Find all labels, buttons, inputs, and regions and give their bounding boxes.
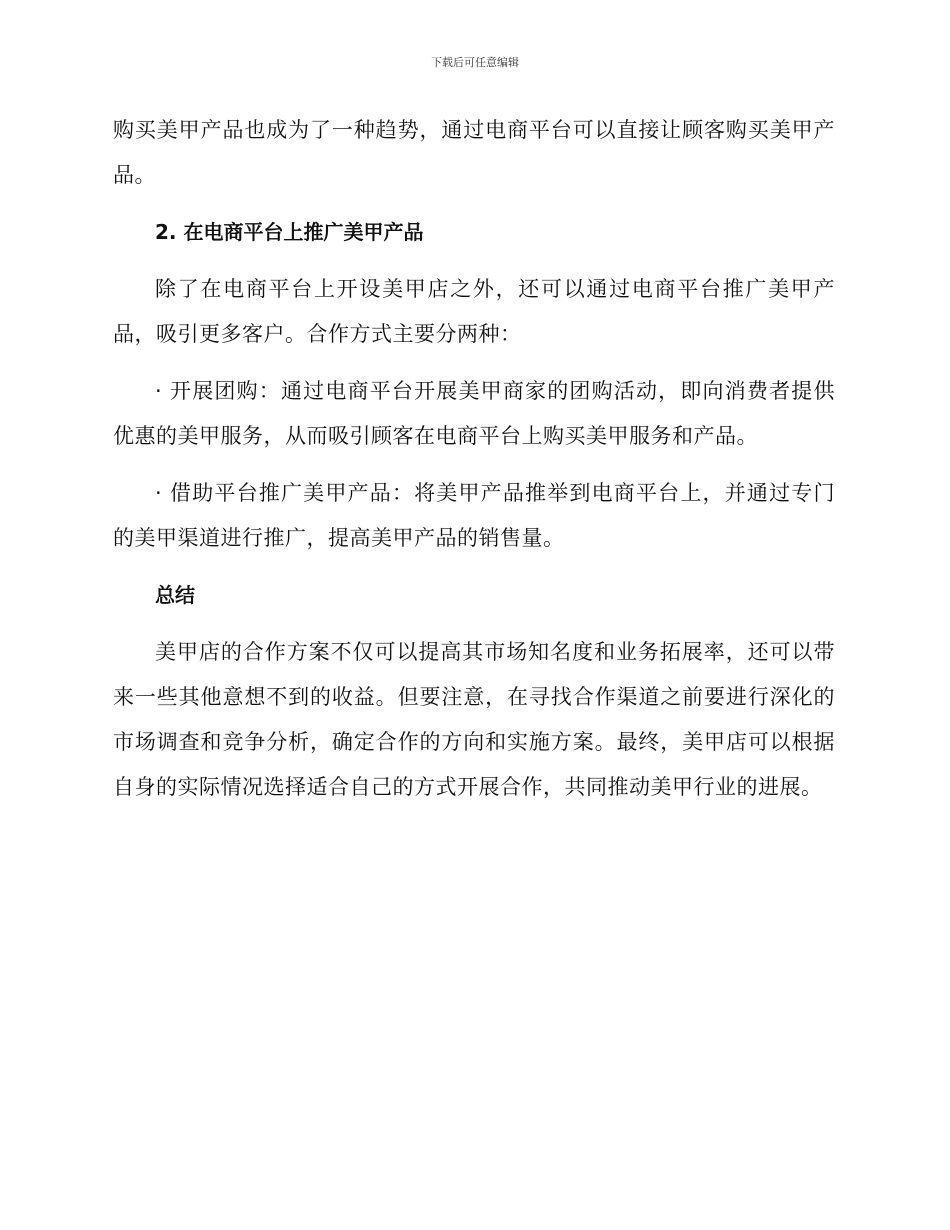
paragraph-continuation: 购买美甲产品也成为了一种趋势，通过电商平台可以直接让顾客购买美甲产品。 bbox=[113, 118, 835, 187]
document-body bbox=[113, 108, 835, 822]
bullet-group-buying: · 开展团购：通过电商平台开展美甲商家的团购活动，即向消费者提供优惠的美甲服务，从而吸引顾客在电商平台上购买美甲服务和产品。 bbox=[113, 379, 835, 448]
paragraph-summary: 美甲店的合作方案不仅可以提高其市场知名度和业务拓展率，还可以带来一些其他意想不到的收益。但要注意，在寻找合作渠道之前要进行深化的市场调查和竞争分析，确定合作的方向和实施方案。最终，美甲店可以根据自身的实际情况选择适合自己的方式开展合作，共同推动美甲行业的进展。 bbox=[113, 640, 835, 799]
page-header: 下载后可任意编辑 bbox=[431, 56, 519, 69]
paragraph-promotion-intro: 除了在电商平台上开设美甲店之外，还可以通过电商平台推广美甲产品，吸引更多客户。合作方式主要分两种： bbox=[113, 277, 835, 346]
section-heading-summary: 总结 bbox=[155, 583, 195, 607]
bullet-platform-promotion: · 借助平台推广美甲产品：将美甲产品推举到电商平台上，并通过专门的美甲渠道进行推广，提高美甲产品的销售量。 bbox=[113, 481, 835, 550]
section-heading-ecommerce-promotion: 2. 在电商平台上推广美甲产品 bbox=[155, 220, 424, 244]
